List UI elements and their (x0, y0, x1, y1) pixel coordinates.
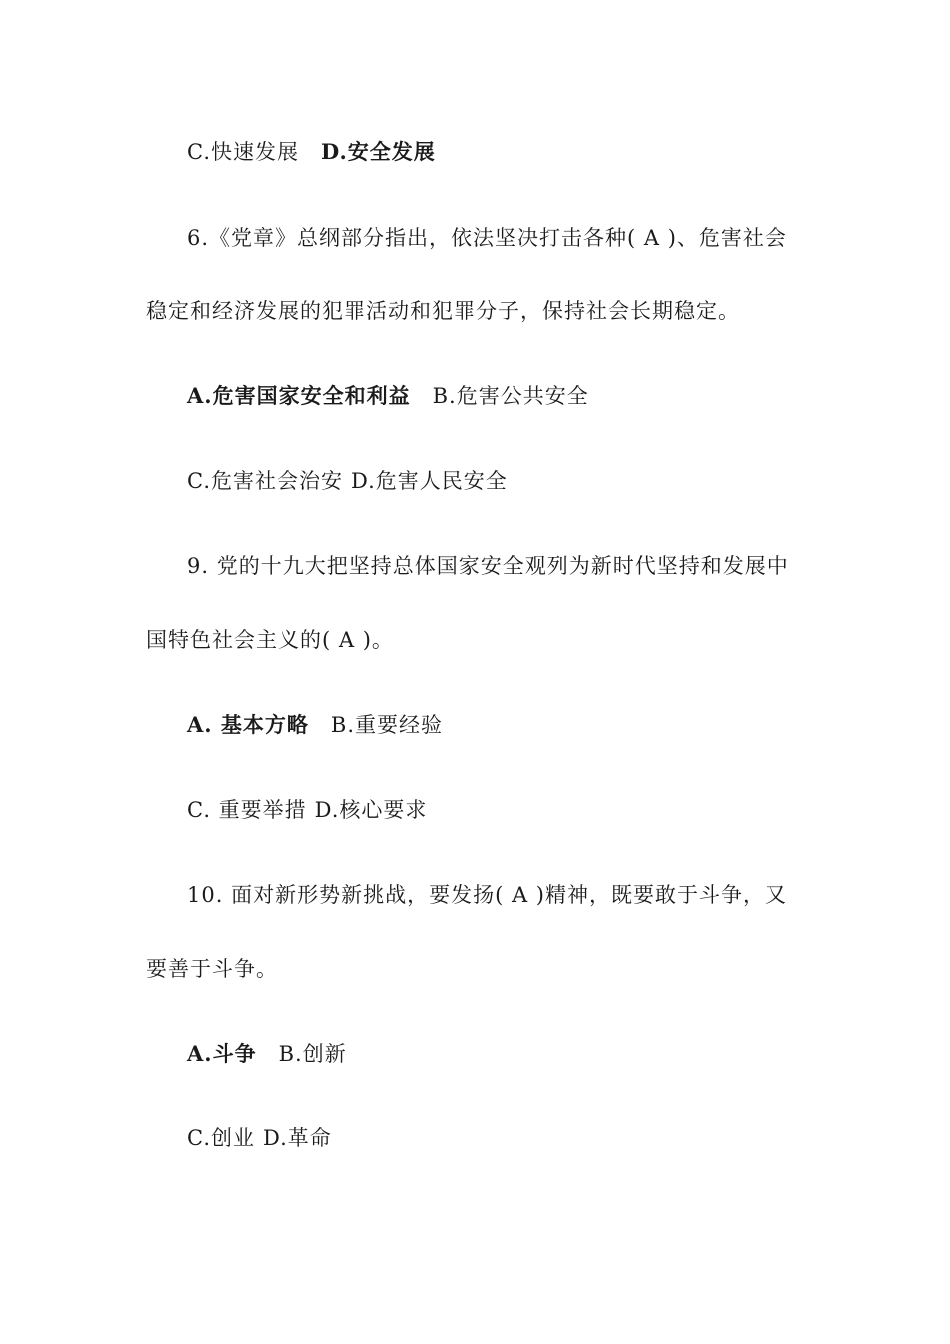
q5-option-d-answer: D.安全发展 (321, 139, 436, 164)
q9-options-cd (187, 796, 427, 824)
q6-option-b: B.危害公共安全 (432, 384, 589, 408)
q6-option-d: D.危害人民安全 (351, 469, 508, 493)
q9-option-d: D.核心要求 (314, 798, 428, 822)
q5-option-c: C.快速发展 (187, 140, 299, 164)
q10-option-b: B.创新 (278, 1042, 347, 1066)
q9-question-line-2: 国特色社会主义的( A )。 (146, 628, 394, 652)
q6-option-c: C.危害社会治安 (187, 469, 343, 493)
q9-option-c: C. 重要举措 (187, 798, 307, 822)
q5-options-cd (187, 138, 436, 166)
q10-options-ab (187, 1040, 347, 1068)
q6-option-a-answer: A.危害国家安全和利益 (187, 383, 411, 408)
q9-question-line-1: 9. 党的十九大把坚持总体国家安全观列为新时代坚持和发展中 (187, 554, 789, 578)
q10-options-cd (187, 1124, 332, 1152)
q9-option-a-answer: A. 基本方略 (187, 712, 309, 737)
q10-option-c: C.创业 (187, 1126, 255, 1150)
q9-option-b: B.重要经验 (330, 713, 444, 737)
q10-question-line-2: 要善于斗争。 (146, 957, 278, 981)
q10-option-d: D.革命 (263, 1126, 332, 1150)
q10-question-line-1: 10. 面对新形势新挑战，要发扬( A )精神，既要敢于斗争，又 (187, 883, 787, 907)
q9-options-ab (187, 711, 443, 739)
q6-options-ab (187, 382, 589, 410)
q6-question-line-1: 6.《党章》总纲部分指出，依法坚决打击各种( A )、危害社会 (187, 226, 787, 250)
q10-option-a-answer: A.斗争 (187, 1041, 257, 1066)
q6-question-line-2: 稳定和经济发展的犯罪活动和犯罪分子，保持社会长期稳定。 (146, 299, 740, 323)
q6-options-cd (187, 467, 508, 495)
